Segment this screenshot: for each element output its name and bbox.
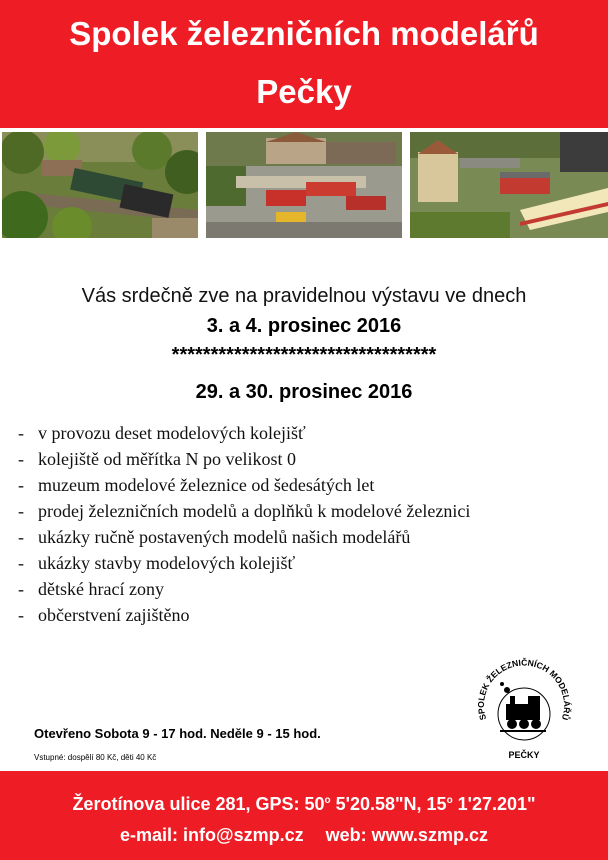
list-item-text: kolejiště od měřítka N po velikost 0 (38, 449, 296, 469)
contact-line (0, 823, 608, 847)
address-gps (0, 789, 608, 816)
list-bullet: - (18, 423, 24, 443)
list-bullet: - (18, 501, 24, 521)
footer-banner (0, 771, 608, 860)
address-text: Žerotínova ulice 281, GPS: 50 (72, 794, 325, 814)
photo-strip (0, 132, 608, 238)
locomotive-icon (498, 682, 550, 740)
logo-bottom-text: PEČKY (508, 750, 540, 760)
page-title: Spolek železničních modelářů (69, 15, 539, 52)
club-logo-icon (466, 652, 582, 768)
train-layout-photo-1 (2, 132, 198, 238)
list-item-text: ukázky ručně postavených modelů našich modelářů (38, 527, 411, 547)
list-bullet: - (18, 553, 24, 573)
email-link[interactable]: e-mail: info@szmp.cz (120, 825, 304, 845)
opening-hours: Otevřeno Sobota 9 - 17 hod. Neděle 9 - 15 hod. (34, 726, 321, 741)
train-layout-photo-3 (410, 132, 608, 238)
list-item (18, 474, 598, 500)
web-link[interactable]: web: www.szmp.cz (325, 825, 488, 845)
list-item (18, 500, 598, 526)
list-item-text: v provozu deset modelových kolejišť (38, 423, 306, 443)
invitation-text: Vás srdečně zve na pravidelnou výstavu ve dnech (81, 285, 527, 307)
degree-mark: o (324, 795, 331, 806)
list-item (18, 604, 598, 630)
list-item (18, 422, 598, 448)
list-bullet: - (18, 605, 24, 625)
list-item (18, 448, 598, 474)
list-item (18, 552, 598, 578)
page-subtitle: Pečky (256, 73, 352, 110)
longitude-text: 1'27.201" (452, 794, 536, 814)
list-bullet: - (18, 475, 24, 495)
list-item-text: dětské hrací zony (38, 579, 164, 599)
list-bullet: - (18, 449, 24, 469)
latitude-text: 5'20.58"N, 15 (330, 794, 447, 814)
list-item-text: muzeum modelové železnice od šedesátých let (38, 475, 375, 495)
admission-prices: Vstupné: dospělí 80 Kč, děti 40 Kč (34, 753, 157, 762)
feature-list (18, 422, 598, 630)
exhibition-date-1: 3. a 4. prosinec 2016 (206, 315, 402, 337)
list-item-text: ukázky stavby modelových kolejišť (38, 553, 296, 573)
list-item-text: občerstvení zajištěno (38, 605, 190, 625)
separator: ********************************** (171, 344, 437, 366)
logo-ring-text: SPOLEK ŽELEZNIČNÍCH MODELÁŘŮ (475, 657, 573, 722)
list-item (18, 578, 598, 604)
list-bullet: - (18, 579, 24, 599)
list-bullet: - (18, 527, 24, 547)
exhibition-date-2: 29. a 30. prosinec 2016 (195, 381, 413, 403)
list-item (18, 526, 598, 552)
degree-mark: o (446, 795, 453, 806)
header-banner (0, 0, 608, 128)
train-layout-photo-2 (206, 132, 402, 238)
list-item-text: prodej železničních modelů a doplňků k modelové železnici (38, 501, 471, 521)
